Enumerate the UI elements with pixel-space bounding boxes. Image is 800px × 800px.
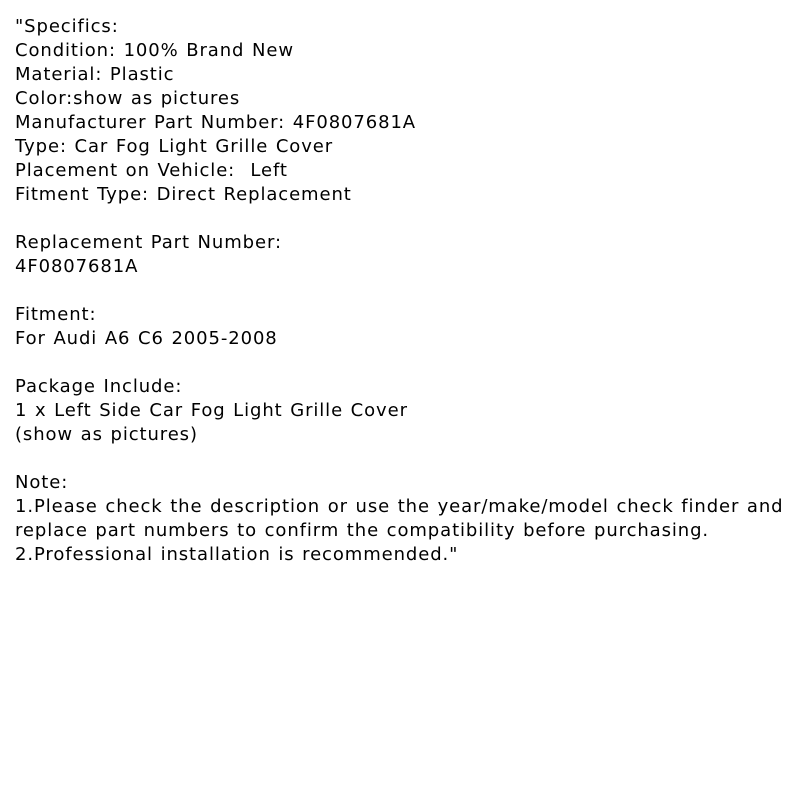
note-heading: Note: (15, 472, 69, 493)
fitment-type-line: Fitment Type: Direct Replacement (15, 184, 352, 205)
blank-line (15, 447, 785, 471)
manufacturer-part-number-line: Manufacturer Part Number: 4F0807681A (15, 112, 417, 133)
specifics-heading: "Specifics: (15, 16, 119, 37)
color-line: Color:show as pictures (15, 88, 241, 109)
note-item-1-continued: replace part numbers to confirm the compatibility before purchasing. (15, 520, 710, 541)
note-item-1: 1.Please check the description or use the year/make/model check finder and (15, 496, 784, 517)
condition-line: Condition: 100% Brand New (15, 40, 294, 61)
replacement-part-heading: Replacement Part Number: (15, 232, 282, 253)
package-item: 1 x Left Side Car Fog Light Grille Cover (15, 400, 408, 421)
package-heading: Package Include: (15, 376, 183, 397)
blank-line (15, 279, 785, 303)
type-line: Type: Car Fog Light Grille Cover (15, 136, 334, 157)
placement-line: Placement on Vehicle: Left (15, 160, 288, 181)
replacement-part-number: 4F0807681A (15, 256, 139, 277)
blank-line (15, 207, 785, 231)
note-item-2: 2.Professional installation is recommended." (15, 544, 459, 565)
fitment-vehicle: For Audi A6 C6 2005-2008 (15, 328, 278, 349)
package-note: (show as pictures) (15, 424, 198, 445)
material-line: Material: Plastic (15, 64, 175, 85)
blank-line (15, 351, 785, 375)
fitment-heading: Fitment: (15, 304, 97, 325)
